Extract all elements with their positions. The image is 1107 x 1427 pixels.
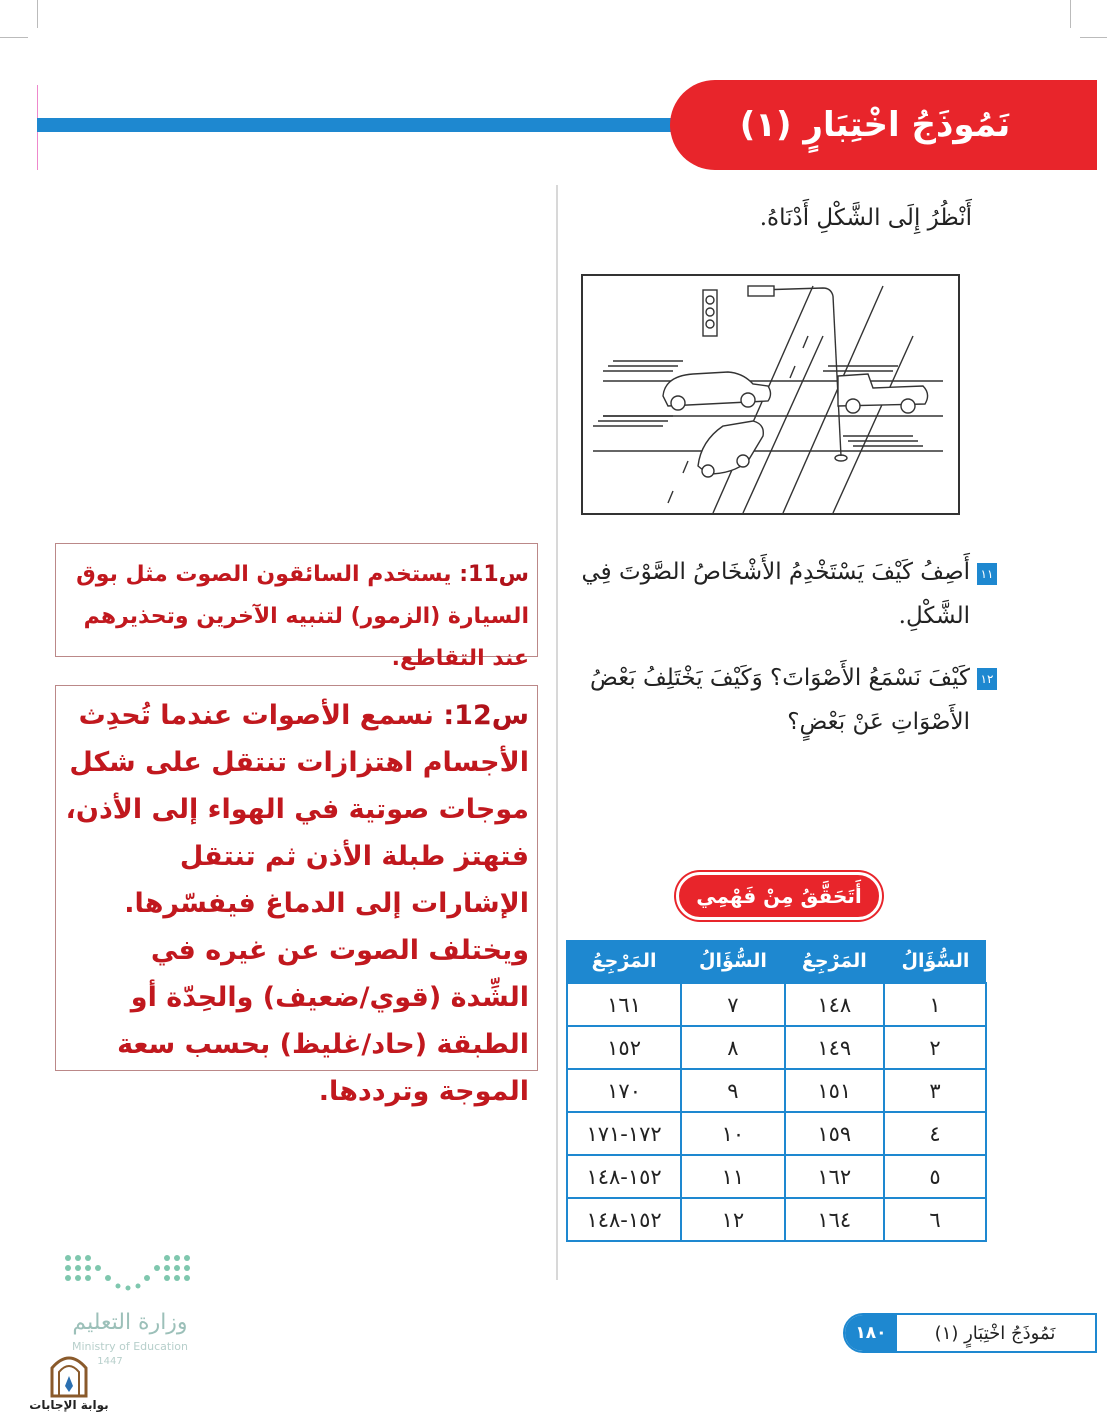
table-cell: ١٥١ xyxy=(785,1069,884,1112)
ministry-year: 1447 xyxy=(97,1356,123,1367)
table-cell: ١١ xyxy=(681,1155,785,1198)
table-cell: ١٤٩ xyxy=(785,1026,884,1069)
table-cell: ١٥٢ xyxy=(567,1026,681,1069)
answer-12-text: نسمع الأصوات عندما تُحدِث الأجسام اهتزازات تنتقل على شكل موجات صوتية في الهواء إلى الأذن، فتهتز طبلة الأذن ثم تنتقل الإشارات إلى الدماغ فيفسّرها. xyxy=(65,700,529,919)
question-number-11: ١١ xyxy=(977,563,997,585)
intersection-illustration xyxy=(583,276,958,513)
page-number: ١٨٠ xyxy=(845,1315,897,1351)
portal-logo-icon xyxy=(46,1350,92,1398)
table-cell: ١٦١ xyxy=(567,983,681,1026)
table-cell: ٢ xyxy=(884,1026,986,1069)
table-row xyxy=(567,1026,986,1069)
crop-mark xyxy=(37,0,38,28)
table-cell: ١٥٢-١٤٨ xyxy=(567,1155,681,1198)
intersection-figure xyxy=(581,274,960,515)
table-row xyxy=(567,1112,986,1155)
table-header-reference: المَرْجِعُ xyxy=(567,940,681,983)
ministry-logo-icon xyxy=(62,1252,197,1296)
table-cell: ٤ xyxy=(884,1112,986,1155)
table-cell: ١٧٠ xyxy=(567,1069,681,1112)
page-title: نَمُوذَجُ اخْتِبَارٍ (١) xyxy=(739,105,1011,145)
table-cell: ١٥٢-١٤٨ xyxy=(567,1198,681,1241)
table-cell: ٥ xyxy=(884,1155,986,1198)
crop-mark xyxy=(1080,37,1107,38)
table-cell: ٣ xyxy=(884,1069,986,1112)
instruction-text: أَنْظُرُ إِلَى الشَّكْلِ أَدْنَاهُ. xyxy=(759,205,972,231)
answer-12-text-2: ويختلف الصوت عن غيره في الشِّدة (قوي/ضعيف) والحِدّة أو الطبقة (حاد/غليظ) بحسب سعة الموجة وترددها. xyxy=(117,935,529,1107)
question-12-text: كَيْفَ نَسْمَعُ الأَصْوَاتَ؟ وَكَيْفَ يَخْتَلِفُ بَعْضُ الأَصْوَاتِ عَنْ بَعْضٍ؟ xyxy=(590,665,970,735)
table-cell: ١٦٢ xyxy=(785,1155,884,1198)
crop-mark xyxy=(1070,0,1071,28)
table-header-question: السُّؤَالُ xyxy=(681,940,785,983)
question-number-12: ١٢ xyxy=(977,668,997,690)
footer-title: نَمُوذَجُ اخْتِبَارٍ (١) xyxy=(934,1322,1056,1344)
table-row xyxy=(567,1198,986,1241)
table-cell: ٧ xyxy=(681,983,785,1026)
table-cell: ١ xyxy=(884,983,986,1026)
question-11-text: أَصِفُ كَيْفَ يَسْتَخْدِمُ الأَشْخَاصُ الصَّوْتَ فِي الشَّكْلِ. xyxy=(581,559,970,629)
answer-11 xyxy=(64,554,529,680)
answer-box-11 xyxy=(55,543,538,671)
ministry-name-en: Ministry of Education xyxy=(71,1340,188,1353)
answer-11-label: س11: xyxy=(459,562,529,587)
table-cell: ٦ xyxy=(884,1198,986,1241)
answer-11-text: يستخدم السائقون الصوت مثل بوق السيارة (الزمور) لتنبيه الآخرين وتحذيرهم عند التقاطع. xyxy=(76,562,529,671)
table-cell: ١٦٤ xyxy=(785,1198,884,1241)
header-rule xyxy=(37,118,687,132)
table-header-question: السُّؤَالُ xyxy=(884,940,986,983)
table-cell: ١٢ xyxy=(681,1198,785,1241)
reference-table xyxy=(566,940,987,1242)
table-cell: ١٥٩ xyxy=(785,1112,884,1155)
table-cell: ٩ xyxy=(681,1069,785,1112)
table-row xyxy=(567,983,986,1026)
check-understanding-badge: أَتَحَقَّقُ مِنْ فَهْمِي xyxy=(676,872,882,920)
answer-12-label: س12: xyxy=(443,700,529,731)
answer-12 xyxy=(64,692,529,1115)
table-row xyxy=(567,1155,986,1198)
table-row xyxy=(567,1069,986,1112)
ministry-name: وزارة التعليم xyxy=(72,1310,188,1335)
column-divider xyxy=(556,185,558,1280)
table-cell: ٨ xyxy=(681,1026,785,1069)
table-cell: ١٧٢-١٧١ xyxy=(567,1112,681,1155)
portal-name: بوابة الإجابات xyxy=(29,1398,109,1412)
table-cell: ١٠ xyxy=(681,1112,785,1155)
table-header-reference: المَرْجِعُ xyxy=(785,940,884,983)
table-cell: ١٤٨ xyxy=(785,983,884,1026)
answer-box-12 xyxy=(55,685,538,1107)
crop-mark xyxy=(0,37,28,38)
